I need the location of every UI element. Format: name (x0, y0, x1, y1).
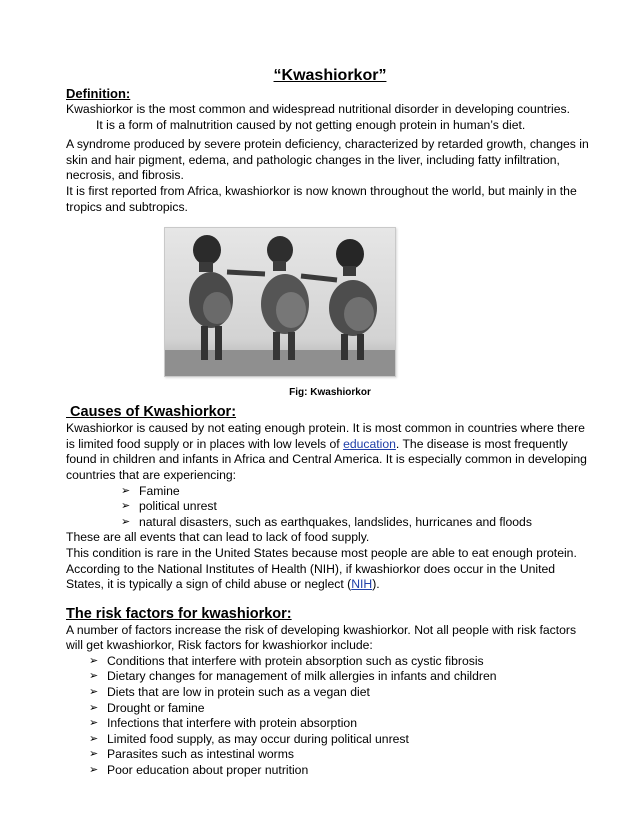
nih-link[interactable]: NIH (351, 577, 373, 592)
list-item-text: Limited food supply, as may occur during political unrest (107, 731, 409, 746)
list-item-text: Conditions that interfere with protein absorption such as cystic fibrosis (107, 653, 484, 668)
arrow-bullet-icon: ➢ (89, 654, 99, 667)
definition-paragraph-3: It is first reported from Africa, kwashiorkor is now known throughout the world, but mainly in the tropics and subtropics. (66, 183, 577, 214)
risk-factors-list (66, 654, 594, 779)
list-item (89, 685, 594, 701)
list-item (89, 732, 594, 748)
risk-factors-heading: The risk factors for kwashiorkor: (66, 605, 292, 622)
arrow-bullet-icon: ➢ (89, 670, 99, 683)
list-item-text: Famine (139, 483, 180, 498)
list-item (121, 515, 594, 531)
list-item (89, 669, 594, 685)
document-page (66, 66, 594, 779)
arrow-bullet-icon: ➢ (121, 515, 131, 528)
education-link[interactable]: education (343, 436, 396, 451)
list-item (89, 747, 594, 763)
arrow-bullet-icon: ➢ (89, 701, 99, 714)
arrow-bullet-icon: ➢ (89, 748, 99, 761)
list-item-text: natural disasters, such as earthquakes, landslides, hurricanes and floods (139, 514, 532, 529)
risk-factors-paragraph: A number of factors increase the risk of developing kwashiorkor. Not all people with risk factors will get kwashiorkor, Risk factors for kwashiorkor include: (66, 622, 577, 653)
list-item-text: Dietary changes for management of milk allergies in infants and children (107, 669, 497, 684)
list-item-text: Parasites such as intestinal worms (107, 747, 294, 762)
arrow-bullet-icon: ➢ (89, 717, 99, 730)
causes-paragraph-3-after: ). (372, 577, 380, 592)
causes-paragraph-1-before: Kwashiorkor is caused by not eating enough protein. It is most common in countries where there is limited food supply or in places with low levels of (66, 421, 585, 451)
causes-paragraph-3-before: This condition is rare in the United States because most people are able to eat enough protein. According to the National Institutes of Health (NIH), if kwashiorkor does occur in the United States, it is typically a sign of child abuse or neglect ( (66, 545, 577, 592)
list-item (89, 701, 594, 717)
arrow-bullet-icon: ➢ (89, 686, 99, 699)
definition-heading: Definition: (66, 86, 131, 101)
arrow-bullet-icon: ➢ (89, 732, 99, 745)
causes-list (66, 484, 594, 531)
page-title: “Kwashiorkor” (273, 67, 387, 84)
list-item (89, 716, 594, 732)
figure-caption: Fig: Kwashiorkor (289, 387, 371, 399)
causes-paragraph-1-after: . The disease is most frequently found in children and infants in Africa and Central America. It is especially common in developing countries that are experiencing: (66, 436, 587, 482)
children-photo-illustration (165, 228, 395, 376)
list-item (121, 484, 594, 500)
list-item (89, 654, 594, 670)
causes-heading (66, 403, 594, 421)
causes-paragraph-3 (66, 546, 594, 593)
arrow-bullet-icon: ➢ (121, 500, 131, 513)
arrow-bullet-icon: ➢ (121, 484, 131, 497)
causes-heading-text: Causes of Kwashiorkor: (70, 404, 237, 421)
list-item-text: political unrest (139, 499, 217, 514)
arrow-bullet-icon: ➢ (89, 764, 99, 777)
causes-paragraph-2: These are all events that can lead to lack of food supply. (66, 530, 370, 545)
list-item-text: Poor education about proper nutrition (107, 763, 309, 778)
kwashiorkor-photo (164, 227, 396, 377)
list-item-text: Diets that are low in protein such as a vegan diet (107, 685, 370, 700)
list-item-text: Infections that interfere with protein absorption (107, 716, 357, 731)
definition-paragraph-1: Kwashiorkor is the most common and widespread nutritional disorder in developing countries. (66, 102, 571, 116)
causes-paragraph-1 (66, 421, 594, 483)
definition-paragraph-1b: It is a form of malnutrition caused by not getting enough protein in human’s diet. (96, 117, 526, 132)
list-item-text: Drought or famine (107, 700, 205, 715)
list-item (121, 499, 594, 515)
definition-paragraph-2: A syndrome produced by severe protein deficiency, characterized by retarded growth, changes in skin and hair pigment, edema, and pathologic changes in the liver, including fatty infiltration, necrosis, and fibrosis. (66, 137, 589, 183)
list-item (89, 763, 594, 779)
